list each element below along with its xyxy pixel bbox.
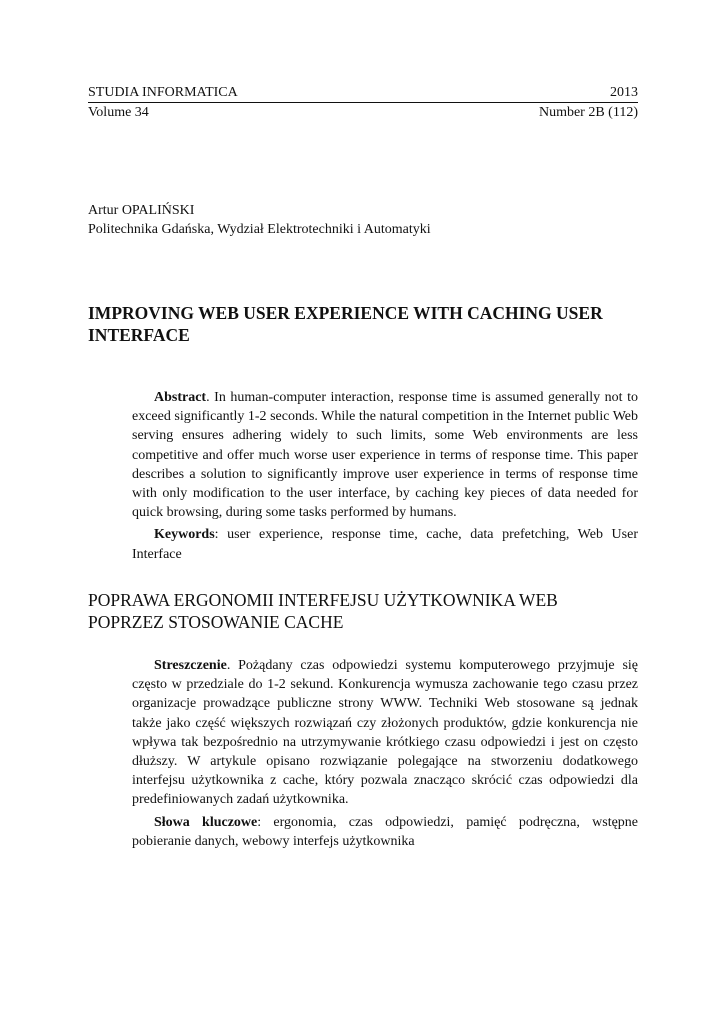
- paper-title-polish: POPRAWA ERGONOMII INTERFEJSU UŻYTKOWNIKA WEB POPRZEZ STOSOWANIE CACHE: [88, 590, 558, 632]
- journal-year: 2013: [610, 85, 638, 100]
- abstract-label: Abstract: [154, 390, 207, 405]
- abstract-paragraph: [132, 388, 638, 522]
- paper-title-english: IMPROVING WEB USER EXPERIENCE WITH CACHING USER INTERFACE: [88, 303, 603, 345]
- journal-volume: Volume 34: [88, 105, 149, 120]
- slowa-kluczowe-text: : ergonomia, czas odpowiedzi, pamięć podręczna, wstępne pobieranie danych, webowy interfejs użytkownika: [132, 814, 639, 849]
- abstract-english: [132, 388, 638, 564]
- author-affiliation: Politechnika Gdańska, Wydział Elektrotechniki i Automatyki: [88, 222, 431, 237]
- abstract-polish: [132, 656, 638, 851]
- keywords-text: : user experience, response time, cache, data prefetching, Web User Interface: [132, 527, 638, 562]
- journal-name: STUDIA INFORMATICA: [88, 85, 238, 100]
- slowa-kluczowe-paragraph: [132, 813, 638, 851]
- slowa-kluczowe-label: Słowa kluczowe: [154, 814, 258, 830]
- author-name: Artur OPALIŃSKI: [88, 203, 195, 218]
- abstract-text: . In human-computer interaction, response time is assumed generally not to exceed significantly 1-2 seconds. While the natural competition in the Internet public Web serving ensures adhering widely to such limits, some Web environments are less competitive and offer much worse user experience in terms of response time. This paper describes a solution to significantly improve user experience in terms of response time with only modification to the user interface, by caching key pieces of data needed for quick browsing, during some tasks performed by humans.: [132, 390, 638, 521]
- keywords-paragraph: [132, 525, 638, 563]
- running-header-bottom: [88, 103, 638, 122]
- journal-number: Number 2B (112): [538, 105, 638, 120]
- author-block: [88, 201, 431, 239]
- streszczenie-paragraph: [132, 656, 638, 810]
- streszczenie-text: . Pożądany czas odpowiedzi systemu komputerowego przyjmuje się często w przedziale do 1-2 sekund. Konkurencja wymusza zachowanie tego czasu przez organizacje prowadzące publiczne strony WWW. Techniki Web stosowane są jednak także jako część większych rozwiązań czy złożonych produktów, gdzie konkurencja nie wpływa tak bezpośrednio na utrzymywanie krótkiego czasu odpowiedzi i jest on często dłuższy. W artykule opisano rozwiązanie polegające na stworzeniu dodatkowego interfejsu użytkownika z cache, który pozwala znacząco skrócić czas odpowiedzi dla predefiniowanych zadań użytkownika.: [132, 658, 638, 808]
- keywords-label: Keywords: [154, 527, 215, 543]
- streszczenie-label: Streszczenie: [154, 658, 227, 673]
- running-header-top: [88, 83, 638, 103]
